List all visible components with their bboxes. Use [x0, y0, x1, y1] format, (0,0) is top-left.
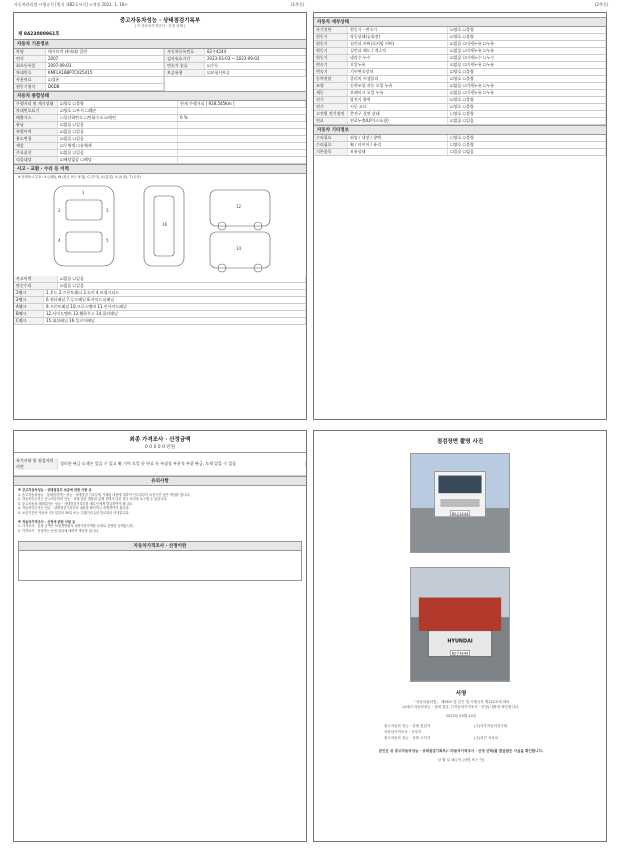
sign-title: 서명	[455, 691, 467, 697]
photo-title: 점검장면 촬영 사진	[436, 439, 484, 445]
status-row-value: ☑없음 ☐있음	[58, 122, 178, 128]
parts-row-rank: B랭크	[14, 311, 44, 317]
detail-row-item: 브레이크 오일 누유	[348, 90, 448, 96]
status-row-label: 주요옵션	[14, 150, 58, 156]
detail-section: 자동차 세부상태	[314, 17, 606, 27]
status-row-value: ☑양호 ☐불량	[58, 101, 178, 107]
detail-row	[314, 111, 606, 118]
status-row-note: 현재 주행거리 [ 928,545Km ]	[178, 101, 306, 107]
opinion-text: 경미한 판금 도색은 있을 수 있고 휠 기어 오일 등 연료 등 특징상 부분적 부위 판금, 도색 있을 수 있음	[58, 461, 306, 467]
detail-row-value: ☑양호 ☐불량	[448, 69, 606, 75]
svg-text:14: 14	[236, 245, 242, 251]
other-row	[314, 149, 606, 156]
detail-row-group: 원동기	[314, 48, 348, 54]
parts-row-items: 9.프론트패널 10.크로스멤버 11.인사이드패널	[44, 304, 306, 310]
front-plate: 82주4244	[451, 511, 469, 516]
svg-text:12: 12	[236, 203, 242, 209]
signer-role: 중고자동차 성능 · 상태 고지자	[384, 736, 431, 740]
opinion-label: 특기사항 및 점검자의 의견	[14, 458, 58, 470]
confirm-text: (☑중고자동차성능 · 상태 점검, ☐자동차가격조사 · 산정) 내용을 확인합니다.	[402, 705, 520, 709]
footer-text: 본인은 위 중고자동차성능 · 상태점검기록부(☐자동차가격조사 · 산정 선택)를 발급받은 사실을 확인합니다.	[378, 749, 544, 753]
status-row	[14, 115, 306, 122]
basic-field-right-value: 82주4244	[205, 49, 306, 55]
detail-row	[314, 97, 606, 104]
truck-rear-photo	[410, 567, 510, 682]
accident-row-value: ☑없음 ☐있음	[58, 283, 306, 289]
detail-row	[314, 48, 606, 55]
parts-row-rank: A랭크	[14, 304, 44, 310]
other-row-group: 수리필요	[314, 135, 348, 141]
detail-row-group: 변속기	[314, 69, 348, 75]
detail-row-group: 원동기	[314, 55, 348, 61]
vehicle-diagram	[14, 180, 306, 276]
detail-row-value: ☑양호 ☐불량	[448, 34, 606, 40]
basic-field-right-value: ☑보험사보증	[205, 70, 306, 76]
svg-text:4: 4	[58, 237, 61, 243]
detail-row	[314, 34, 606, 41]
detail-row-item: 기어변속장치	[348, 69, 448, 75]
basic-field-right-label: 변속기 종류	[165, 63, 205, 69]
detail-row	[314, 27, 606, 34]
detail-row-group: 원동기	[314, 41, 348, 47]
basic-field-value: 2007	[46, 56, 164, 62]
basic-info-section: 자동차 기본정보	[14, 39, 306, 49]
status-row-label: 차대번호표기	[14, 108, 58, 114]
notice-line: 4. 자동차인수자는 성능 · 상태점검기록부의 내용을 확인하고 서명하여야 합니다.	[18, 506, 130, 511]
detail-row-group: 제동	[314, 90, 348, 96]
form-reference: 자동차관리법 시행규칙 [별지 제82호서식] <개정 2021. 1. 18>	[14, 2, 128, 7]
accident-summary	[14, 276, 306, 290]
final-price: 0 0 0 0 0 만원	[144, 445, 176, 450]
basic-field-right	[165, 70, 306, 77]
other-row-value: ☐양호 ☐불량	[448, 135, 606, 141]
signer-list	[314, 723, 608, 741]
basic-field	[14, 84, 164, 91]
other-table	[314, 135, 606, 156]
notice-line: 3. 중고자동차 매매업자는 성능 · 상태점검기록부를 매수인에게 발급하여야 합니다.	[18, 501, 133, 506]
other-row-group: 기본품목	[314, 149, 348, 155]
detail-row	[314, 41, 606, 48]
other-section: 자동차 기타정보	[314, 125, 606, 135]
parts-row-items: 6.쿼터패널 7.루프패널 8.사이드실패널	[44, 297, 306, 303]
detail-row-value: ☑없음 ☐미세누유 ☐누유	[448, 62, 606, 68]
basic-field-value: 2007-09-03	[46, 63, 164, 69]
status-row	[14, 150, 306, 157]
status-row-label: 리콜대상	[14, 157, 58, 163]
svg-text:3: 3	[106, 207, 109, 213]
basic-field-label: 연식	[14, 56, 46, 62]
detail-row-item: 냉각수 누수	[348, 55, 448, 61]
detail-row-value: ☑없음 ☐미세누유 ☐누유	[448, 41, 606, 47]
status-table	[14, 101, 306, 164]
basic-field-right-label: 자동차등록번호	[165, 49, 205, 55]
signer-name: (주)서부자동차검사원	[474, 724, 508, 728]
notice-title: 유의사항	[14, 476, 306, 486]
basic-field-value: KMFLA18BP7C025415	[46, 70, 164, 76]
other-row-item: 휠 / 타이어 / 유리	[348, 142, 448, 148]
detail-table	[314, 27, 606, 125]
page-3	[13, 430, 307, 842]
detail-row-value: ☑없음 ☐있음	[448, 118, 606, 124]
detail-row-group: 동력전달	[314, 76, 348, 82]
basic-field-right	[165, 49, 306, 56]
svg-text:2: 2	[58, 207, 61, 213]
status-row-note: 0 %	[178, 115, 306, 121]
detail-row	[314, 90, 606, 97]
detail-row-value: ☑양호 ☐불량	[448, 104, 606, 110]
status-row	[14, 129, 306, 136]
basic-field	[14, 49, 164, 56]
detail-row-value: ☑양호 ☐불량	[448, 97, 606, 103]
status-row-label: 색상	[14, 143, 58, 149]
parts-row	[14, 304, 306, 311]
status-row	[14, 157, 306, 164]
signer-role: 중고자동차 성능 · 상태 점검자	[384, 724, 431, 728]
page-number-1: (1쪽중)	[291, 2, 305, 7]
basic-field	[14, 70, 164, 77]
status-row-value: ☑무채색 ☐유채색	[58, 143, 178, 149]
brand-label: HYUNDAI	[447, 638, 473, 645]
page1-subtitle: ( ☐ 자동차가격조사 · 산정 선택 )	[134, 24, 186, 28]
law-text: 「자동차관리법」 제58조 및 같은 법 시행규칙 제120조에 따라	[412, 700, 510, 704]
status-row-value: ☑해당없음 ☐해당	[58, 157, 178, 163]
basic-field	[14, 63, 164, 70]
basic-field-label: 차명	[14, 49, 46, 55]
status-row-value: ☐일산화탄소 ☐탄화수소 ☑매연	[58, 115, 178, 121]
detail-row-item: 클러치 어셈블리	[348, 76, 448, 82]
other-row	[314, 135, 606, 142]
parts-row-items: 1.후드 2.프론트휀더 3.도어 4.트렁크리드	[44, 290, 306, 296]
basic-field-value: D6DB	[46, 84, 164, 90]
basic-field-label: 원동기형식	[14, 84, 46, 90]
basic-field-right-value: ☑수동	[205, 63, 306, 69]
status-row-value: ☑양호 ☐부식 ☐훼손	[58, 108, 178, 114]
basic-field-label: 최초등록일	[14, 63, 46, 69]
basic-field-label: 사용연료	[14, 77, 46, 83]
detail-row-item: 작동상태(공회전)	[348, 34, 448, 40]
parts-row	[14, 297, 306, 304]
detail-row-value: ☐양호 ☐불량	[448, 111, 606, 117]
basic-field-value: 메가트럭 (4세대) 일반	[46, 49, 164, 55]
detail-row-group: 조향	[314, 83, 348, 89]
pricing-box-title: 자동차가격조사 · 산정이란	[19, 542, 301, 551]
status-row	[14, 101, 306, 108]
page-1	[13, 12, 307, 420]
parts-row-rank: C랭크	[14, 318, 44, 324]
notice-line: 1. 중고자동차성능 · 상태점검자는 성능 · 상태점검 기록부에 기재된 내용에 대하여 인도일부터 보증기간 동안 책임을 집니다.	[18, 492, 191, 497]
other-row-item: 외장 / 내장 / 광택	[348, 135, 448, 141]
parts-row-rank: 2랭크	[14, 297, 44, 303]
detail-row-item: 연료누출(LP가스포함)	[348, 118, 448, 124]
pricing-list	[14, 524, 306, 533]
detail-row-group: 전기	[314, 97, 348, 103]
detail-row-group: 변속기	[314, 62, 348, 68]
detail-row-item: 동력조향 작동 오일 누유	[348, 83, 448, 89]
notice-list	[14, 493, 306, 516]
other-row	[314, 142, 606, 149]
document-number: 제 8423000961호	[18, 32, 60, 37]
detail-row-value: ☑양호 ☐불량	[448, 76, 606, 82]
status-row-label: 용도변경	[14, 136, 58, 142]
accident-row	[14, 283, 306, 290]
status-row-label: 특별이력	[14, 129, 58, 135]
parts-row	[14, 311, 306, 318]
other-row-value: ☐양호 ☐불량	[448, 142, 606, 148]
page3-title: 최종 가격조사 · 산정금액	[129, 437, 191, 443]
basic-field-right-label: 검사유효기간	[165, 56, 205, 62]
detail-row-value: ☑없음 ☐미세누유 ☐누유	[448, 48, 606, 54]
status-row-label: 주행거리 및 계기상태	[14, 101, 58, 107]
detail-row-group: 연료	[314, 118, 348, 124]
status-row	[14, 143, 306, 150]
notice-head: ※ 중고자동차성능 · 상태점검의 보증에 관한 사항 등	[18, 488, 92, 492]
detail-row-group: 원동기	[314, 34, 348, 40]
accident-row-label: 단순수리	[14, 283, 58, 289]
sign-date: 2023년 03월 10일	[445, 714, 477, 718]
parts-row	[14, 318, 306, 325]
svg-text:5: 5	[106, 237, 109, 243]
svg-text:1: 1	[82, 189, 85, 195]
detail-row	[314, 69, 606, 76]
rear-plate: 82주4244	[451, 651, 469, 656]
status-row-value: ☑없음 ☐있음	[58, 150, 178, 156]
diagram-caption: ※ 상태표시 부호 : X (교환), W (판금 또는 용접), C (부식), A (흠집), U (요철), T (손상)	[18, 175, 141, 179]
detail-row-value: ☑없음 ☐미세누유 ☐누유	[448, 83, 606, 89]
pricing-head: ※ 자동차가격조사 · 산정에 관한 사항 등	[18, 519, 76, 524]
page-header	[0, 2, 620, 10]
page-number-2: (2쪽중)	[595, 2, 609, 7]
pricing-line: 2. 가격조사 · 산정자는 산정 결과에 대하여 책임을 집니다.	[18, 528, 99, 533]
page-4	[313, 430, 607, 842]
detail-row	[314, 76, 606, 83]
detail-row-value: ☑없음 ☐미세누수 ☐누수	[448, 55, 606, 61]
signer-role: 자동차가격조사 · 산정자	[384, 730, 422, 734]
accident-row	[14, 276, 306, 283]
status-row	[14, 108, 306, 115]
notice-line: 5. 보증기간은 자동차 인도일부터 30일 또는 주행거리 2천 킬로미터 이내입니다.	[18, 510, 130, 515]
detail-row-item: 실린더 헤드 / 개스킷	[348, 48, 448, 54]
status-row-value: ☑없음 ☐있음	[58, 136, 178, 142]
signer-row	[314, 735, 608, 741]
other-row-group: 수리필요	[314, 142, 348, 148]
accident-row-label: 사고이력	[14, 276, 58, 282]
page1-title: 중고자동차성능 · 상태점검기록부	[119, 18, 201, 24]
basic-info-left	[14, 49, 164, 91]
parts-row-rank: 1랭크	[14, 290, 44, 296]
detail-row	[314, 55, 606, 62]
basic-field-right	[165, 63, 306, 70]
detail-row-item: 시동 모터	[348, 104, 448, 110]
parts-table	[14, 290, 306, 325]
detail-row-group: 전기	[314, 104, 348, 110]
detail-row-item: 오일누유	[348, 62, 448, 68]
basic-field	[14, 77, 164, 84]
signer-name: (주)성진 자동차	[474, 736, 499, 740]
accident-row-value: ☑없음 ☐있음	[58, 276, 306, 282]
detail-row	[314, 118, 606, 125]
basic-field-right-value: 2023-03-03 ~ 2023-09-02	[205, 56, 306, 62]
basic-field-right	[165, 56, 306, 63]
basic-field-right-label: 보증유형	[165, 70, 205, 76]
status-row-label: 배출가스	[14, 115, 58, 121]
status-row-label: 튜닝	[14, 122, 58, 128]
parts-row-items: 15.대쉬패널 16.플로어패널	[44, 318, 306, 324]
detail-row	[314, 62, 606, 69]
detail-row-item: 충전구 절연 상태	[348, 111, 448, 117]
pricing-line: 1. 가격조사 · 산정 금액은 보험개발원의 차량기준가액을 토대로 산정한 금액입니다.	[18, 524, 134, 529]
detail-row	[314, 83, 606, 90]
truck-front-photo	[410, 453, 510, 553]
accident-section: 사고 · 교환 · 수리 등 이력	[14, 164, 306, 174]
detail-row-item: 원동기 · 변속기	[348, 27, 448, 33]
detail-row-group: 고전원 전기장치	[314, 111, 348, 117]
other-row-item: 보유상태	[348, 149, 448, 155]
basic-info-right	[164, 49, 306, 91]
other-row-value: ☐있음 ☐없음	[448, 149, 606, 155]
footer-sign: 년 월 일 매수인 (서명 또는 인)	[437, 758, 485, 762]
basic-field-label: 차대번호	[14, 70, 46, 76]
basic-field	[14, 56, 164, 63]
notice-line: 2. 자동차인수자는 중고자동차의 성능 · 상태 점검 내용과 실제 상태가 다른 경우 보상을 요구할 수 있습니다.	[18, 497, 168, 502]
detail-row-value: ☑없음 ☐미세누유 ☐누유	[448, 90, 606, 96]
status-row	[14, 136, 306, 143]
parts-row-items: 12.사이드멤버 13.휠하우스 14.필러패널	[44, 311, 306, 317]
status-row	[14, 122, 306, 129]
detail-row-value: ☑양호 ☐불량	[448, 27, 606, 33]
status-row-value: ☑없음 ☐있음	[58, 129, 178, 135]
detail-row	[314, 104, 606, 111]
parts-row	[14, 290, 306, 297]
status-section: 자동차 종합상태	[14, 91, 306, 101]
detail-row-item: 실린더 커버(로커암 커버)	[348, 41, 448, 47]
basic-field-value: ☑경유	[46, 77, 164, 83]
detail-row-item: 발전기 출력	[348, 97, 448, 103]
page-2	[313, 12, 607, 420]
svg-text:16: 16	[162, 221, 168, 227]
detail-row-group: 자기진단	[314, 27, 348, 33]
